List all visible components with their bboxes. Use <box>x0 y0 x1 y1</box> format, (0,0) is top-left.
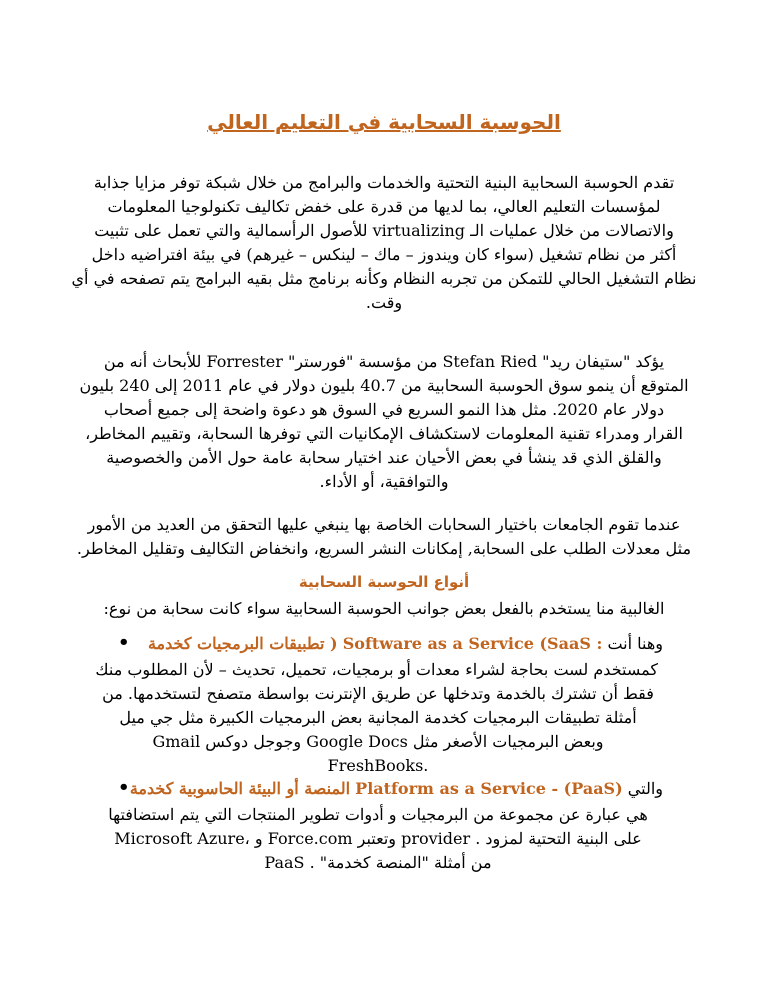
para1-line-2: لمؤسسات التعليم العالي، بما لديها من قدرة على خفض تكاليف تكنولوجيا المعلومات <box>107 197 661 216</box>
paas-heading-line <box>130 777 663 801</box>
paas-bullet: • <box>118 777 130 798</box>
saas-line-3: أمثلة تطبيقات البرمجيات كخدمة المجانية بعض البرمجيات الكبيرة مثل جي ميل <box>119 708 637 727</box>
saas-prefix: وهنا أنت <box>607 634 663 653</box>
paas-prefix: والتي <box>627 779 663 798</box>
saas-line-4: Gmail وجوجل دوكس Google Docs وبعض البرمجيات الأصغر مثل <box>152 732 604 751</box>
saas-term: Software as a Service (SaaS : <box>342 634 603 653</box>
paas-line-3: PaaS . "من أمثلة "المنصة كخدمة <box>264 853 492 872</box>
para2-line-2: المتوقع أن ينمو سوق الحوسبة السحابية من 40.7 بليون دولار في عام 2011 إلى 240 بليون <box>79 376 689 395</box>
para1-line-5: نظام التشغيل الحالي للتمكن من تجربه النظام وكأنه برنامج مثل بقيه البرامج يتم تصفحه في أي <box>71 269 697 288</box>
types-intro: الغالبية منا يستخدم بالفعل بعض جوانب الحوسبة السحابية سواء كانت سحابة من نوع: <box>103 599 665 618</box>
para1-line-3: والاتصالات من خلال عمليات الـ virtualizing للأصول الرأسمالية والتي تعمل على تثبيت <box>94 221 674 240</box>
saas-bullet: • <box>118 632 130 653</box>
para1-line-4: أكثر من نظام تشغيل (سواء كان ويندوز – ماك – لينكس – غيرهم) في بيئة افتراضيه داخل <box>91 245 677 264</box>
paas-line-2: Microsoft Azure، و Force.com وتعتبر provider . على البنية التحتية لمزود <box>114 829 642 848</box>
para3-line-2: مثل معدلات الطلب على السحابة, إمكانات النشر السريع، وانخفاض التكاليف وتقليل المخاطر. <box>76 539 692 558</box>
para2-line-6: والتوافقية، أو الأداء. <box>319 472 449 491</box>
saas-heading-line <box>148 632 663 656</box>
saas-label: ( تطبيقات البرمجيات كخدمة <box>147 634 338 653</box>
saas-line-2: فقط أن تشترك بالخدمة وتدخلها عن طريق الإنترنت بواسطة متصفح لتستخدمها. من <box>102 684 654 703</box>
para2-line-4: القرار ومدراء تقنية المعلومات لاستكشاف الإمكانيات التي توفرها السحابة، وتقييم المخاطر، <box>85 424 683 443</box>
para2-line-1: يؤكد "ستيفان ريد" Stefan Ried من مؤسسة "فورستر" Forrester للأبحاث أنه من <box>103 352 665 371</box>
saas-line-5: FreshBooks. <box>327 756 429 775</box>
paas-term: Platform as a Service - (PaaS) <box>355 779 623 798</box>
paas-line-1: هي عبارة عن مجموعة من البرمجيات و أدوات تطوير المنتجات التي يتم استضافتها <box>108 805 648 824</box>
page-title: الحوسبة السحابية في التعليم العالي <box>207 110 561 134</box>
para2-line-5: والقلق الذي قد ينشأ في بعض الأحيان عند اختيار سحابة عامة حول الأمن والخصوصية <box>106 448 662 467</box>
paas-label: المنصة أو البيئة الحاسوبية كخدمة <box>129 779 351 798</box>
section-heading: أنواع الحوسبة السحابية <box>298 573 470 591</box>
saas-line-1: كمستخدم لست بحاجة لشراء معدات أو برمجيات، تحميل، تحديث – لأن المطلوب منك <box>95 660 658 679</box>
para1-line-6: وقت. <box>365 293 403 312</box>
para3-line-1: عندما تقوم الجامعات باختيار السحابات الخاصة بها ينبغي عليها التحقق من العديد من الأمور <box>87 515 681 534</box>
para1-line-1: تقدم الحوسبة السحابية البنية التحتية والخدمات والبرامج من خلال شبكة توفر مزايا جذابة <box>93 173 675 192</box>
para2-line-3: دولار عام 2020. مثل هذا النمو السريع في السوق هو دعوة واضحة إلى جميع أصحاب <box>103 400 665 419</box>
